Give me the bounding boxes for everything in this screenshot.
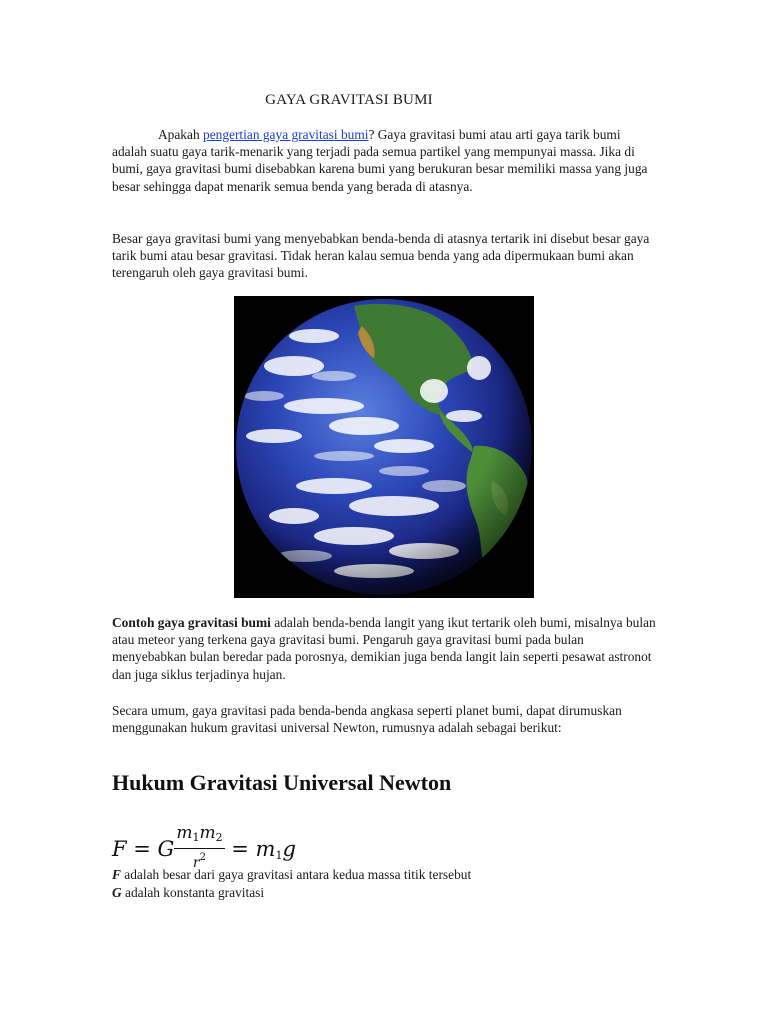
earth-illustration <box>234 296 534 598</box>
page-title: GAYA GRAVITASI BUMI <box>265 92 433 108</box>
formula-rhs-m: m <box>255 837 276 861</box>
definition-F <box>112 867 471 883</box>
paragraph-gravity-magnitude: Besar gaya gravitasi bumi yang menyebabkan benda-benda di atasnya tertarik ini disebut besar gaya tarik bumi atau besar gravitasi. Tidak heran kalau semua benda yang ada dipermukaan bumi akan terengaruh oleh gaya gravitasi bumi. <box>112 231 650 281</box>
section-heading: Hukum Gravitasi Universal Newton <box>112 770 452 795</box>
definition-G <box>112 885 264 901</box>
formula-m1: m <box>176 823 193 843</box>
intro-text: Apakah <box>158 127 203 142</box>
definition-link[interactable]: pengertian gaya gravitasi bumi <box>203 127 369 142</box>
examples-rest-text: adalah benda-benda langit yang ikut tertarik oleh bumi, misalnya bulan atau meteor yang terkena gaya gravitasi bumi. Pengaruh gaya gravitasi bumi pada bulan menyebabkan bulan beredar pada porosnya, demikian juga benda langit lain seperti pesawat astronot dan juga siklus terjadinya hujan. <box>112 615 656 682</box>
earth-globe-image <box>234 296 534 598</box>
formula-G: G <box>157 837 175 861</box>
formula-rhs-sub: 1 <box>275 849 283 862</box>
definition-symbol-F: F <box>112 867 121 882</box>
formula-equals-2: = <box>224 837 256 861</box>
paragraph-intro <box>112 126 657 195</box>
formula-rhs-g: g <box>282 837 296 861</box>
formula-r: r <box>192 855 200 871</box>
formula-m2: m <box>199 823 216 843</box>
formula-lhs: F <box>112 837 127 861</box>
formula-fraction <box>174 823 224 872</box>
paragraph-formula-intro: Secara umum, gaya gravitasi pada benda-benda angkasa seperti planet bumi, dapat dirumuskan menggunakan hukum gravitasi universal Newton, rumusnya adalah sebagai berikut: <box>112 703 622 736</box>
examples-bold-text: Contoh gaya gravitasi bumi <box>112 615 271 630</box>
formula-equals: = <box>126 837 158 861</box>
formula-exp: 2 <box>199 852 206 863</box>
intro-rest-text: ? Gaya gravitasi bumi atau arti gaya tarik bumi adalah suatu gaya tarik-menarik yang terjadi pada semua partikel yang mempunyai massa. Jika di bumi, gaya gravitasi bumi disebabkan karena bumi yang berukuran besar memiliki massa yang juga besar sehingga dapat menarik semua benda yang berada di atasnya. <box>112 127 648 194</box>
formula-sub1: 1 <box>192 831 200 844</box>
definition-text-F: adalah besar dari gaya gravitasi antara kedua massa titik tersebut <box>120 867 472 882</box>
definition-symbol-G: G <box>112 885 122 900</box>
definition-text-G: adalah konstanta gravitasi <box>121 885 265 900</box>
formula-sub2: 2 <box>215 831 223 844</box>
paragraph-examples <box>112 614 657 683</box>
formula-numerator <box>174 823 224 849</box>
